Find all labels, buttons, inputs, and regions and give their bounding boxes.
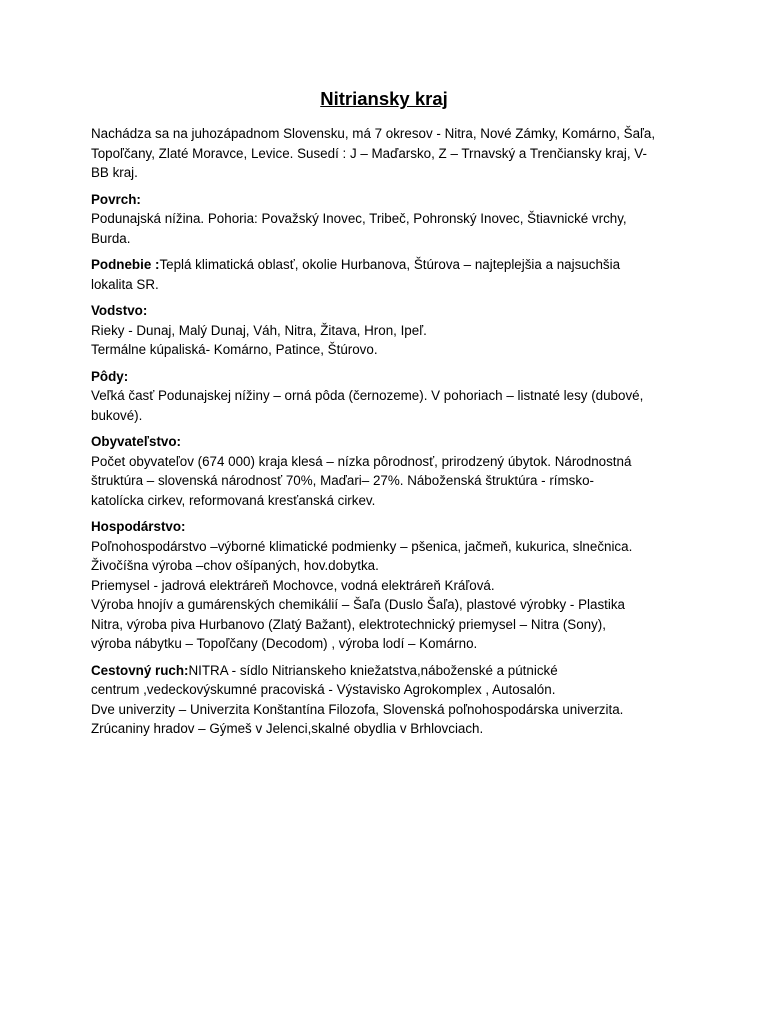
- text-line: Dve univerzity – Univerzita Konštantína Filozofa, Slovenská poľnohospodárska univerzita.: [91, 701, 624, 717]
- text-span: Považský Inovec, Tribeč, Pohronský Inovec, Štiavnické vrchy,: [261, 211, 627, 226]
- section-heading: Cestovný ruch:: [91, 662, 189, 678]
- intro-paragraph: [91, 124, 681, 183]
- section-heading: Pôdy:: [91, 368, 129, 384]
- page-title: Nitriansky kraj: [320, 88, 448, 109]
- section-heading: Povrch:: [91, 191, 141, 207]
- text-line: Burda.: [91, 230, 131, 246]
- text-span: NITRA - sídlo Nitrianskeho kniežatstva,náboženské a pútnické: [188, 662, 558, 678]
- text-line: Nitra, výroba piva Hurbanovo (Zlatý Bažant), elektrotechnický priemysel – Nitra (Sony),: [91, 616, 606, 632]
- section-cestovny-ruch: [91, 661, 681, 739]
- section-podnebie: [91, 255, 681, 294]
- text-line: Topoľčany, Zlaté Moravce, Levice. Susedí : J – Maďarsko, Z – Trnavský a Trenčiansky kraj, V-: [91, 145, 647, 161]
- text-line: katolícka cirkev, reformovaná kresťanská cirkev.: [91, 492, 376, 508]
- text-line: lokalita SR.: [91, 276, 159, 292]
- section-hospodarstvo: [91, 517, 681, 654]
- text-line: Zrúcaniny hradov – Gýmeš v Jelenci,skalné obydlia v Brhlovciach.: [91, 721, 484, 736]
- text-line: [91, 255, 681, 275]
- section-heading: Podnebie :: [91, 257, 160, 272]
- text-line: Počet obyvateľov (674 000) kraja klesá – nízka pôrodnosť, prirodzený úbytok. Národnostná: [91, 453, 632, 469]
- text-line: Priemysel - jadrová elektráreň Mochovce, vodná elektráreň Kráľová.: [91, 577, 495, 593]
- text-line: výroba nábytku – Topoľčany (Decodom) , výroba lodí – Komárno.: [91, 636, 478, 651]
- section-vodstvo: [91, 301, 681, 360]
- text-line: Nachádza sa na juhozápadnom Slovensku, má 7 okresov - Nitra, Nové Zámky, Komárno, Šaľa,: [91, 126, 656, 141]
- section-heading: Hospodárstvo:: [91, 519, 186, 534]
- text-line: [91, 209, 681, 229]
- text-span: Podunajská nížina. Pohoria:: [91, 211, 262, 226]
- document-body: [91, 124, 681, 746]
- text-line: bukové).: [91, 407, 143, 423]
- text-span: Teplá klimatická oblasť, okolie Hurbanova, Štúrova – najteplejšia a najsuchšia: [159, 257, 621, 272]
- section-pody: [91, 367, 681, 426]
- text-line: Poľnohospodárstvo –výborné klimatické podmienky – pšenica, jačmeň, kukurica, slnečnica.: [91, 538, 633, 554]
- text-line: centrum ,vedeckovýskumné pracoviská - Výstavisko Agrokomplex , Autosalón.: [91, 682, 556, 697]
- text-line: Termálne kúpaliská- Komárno, Patince, Štúrovo.: [91, 342, 378, 357]
- text-line: BB kraj.: [91, 165, 138, 180]
- text-line: štruktúra – slovenská národnosť 70%, Maďari– 27%. Náboženská štruktúra - rímsko-: [91, 473, 594, 488]
- text-line: Veľká časť Podunajskej nížiny – orná pôda (černozeme). V pohoriach – listnaté lesy (dubové,: [91, 388, 644, 403]
- section-heading: Obyvateľstvo:: [91, 434, 181, 449]
- section-heading: Vodstvo:: [91, 303, 148, 318]
- section-povrch: [91, 190, 681, 249]
- text-line: Rieky - Dunaj, Malý Dunaj, Váh, Nitra, Žitava, Hron, Ipeľ.: [91, 322, 427, 338]
- text-line: Živočíšna výroba –chov ošípaných, hov.dobytka.: [91, 558, 379, 573]
- section-obyvatelstvo: [91, 432, 681, 510]
- text-line: Výroba hnojív a gumárenských chemikálií – Šaľa (Duslo Šaľa), plastové výrobky - Plastika: [91, 597, 625, 612]
- text-line: [91, 661, 681, 681]
